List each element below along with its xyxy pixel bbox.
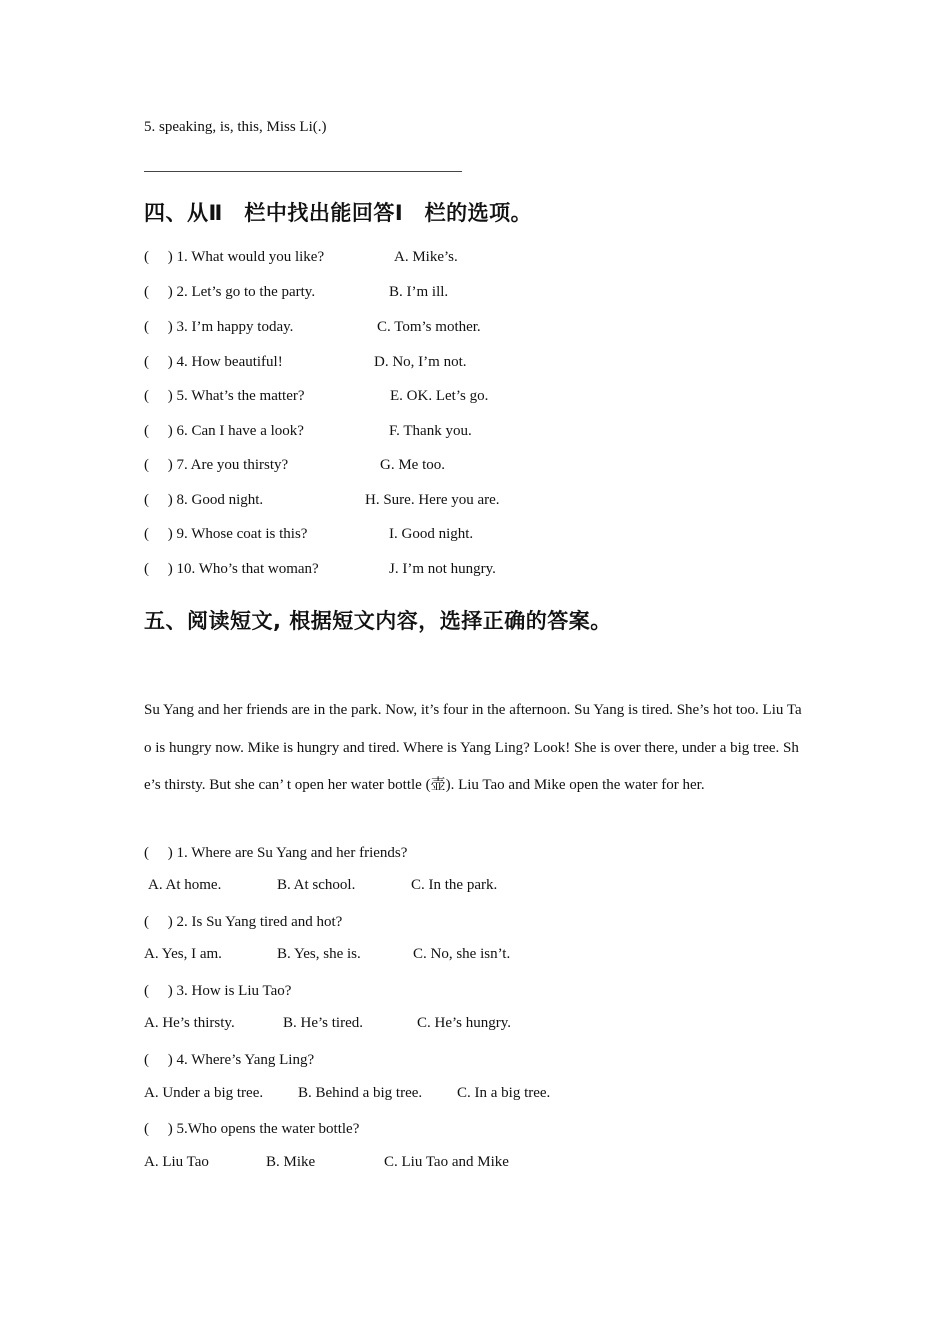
option-b: B. Behind a big tree.	[298, 1085, 423, 1101]
match-answer: H. Sure. Here you are.	[365, 492, 500, 508]
match-question: ( ) 4. How beautiful!	[144, 354, 283, 370]
match-question: ( ) 9. Whose coat is this?	[144, 526, 308, 542]
match-answer: C. Tom’s mother.	[377, 319, 481, 335]
reading-passage: Su Yang and her friends are in the park. Now, it’s four in the afternoon. Su Yang is tired. She’s hot too. Liu Tao is hungry now. Mike is hungry and tired. Where is Yang Ling? Look! She is over there, under a big tree. She’s thirsty. But she can’ t open her water bottle (壶). Liu Tao and Mike open the water for her.	[144, 702, 802, 793]
match-answer: E. OK. Let’s go.	[390, 388, 489, 404]
match-question: ( ) 10. Who’s that woman?	[144, 561, 319, 577]
match-question: ( ) 7. Are you thirsty?	[144, 457, 289, 473]
match-answer: I. Good night.	[389, 526, 474, 542]
option-b: B. At school.	[277, 877, 356, 893]
reading-question: ( ) 3. How is Liu Tao?	[144, 983, 292, 999]
option-a: A. Under a big tree.	[144, 1085, 264, 1101]
section-5-title: 五、阅读短文, 根据短文内容，选择正确的答案。	[144, 609, 612, 633]
match-answer: A. Mike’s.	[394, 249, 458, 265]
reading-question: ( ) 4. Where’s Yang Ling?	[144, 1052, 315, 1068]
match-question: ( ) 2. Let’s go to the party.	[144, 284, 316, 300]
option-c: C. Liu Tao and Mike	[384, 1154, 509, 1170]
match-answer: J. I’m not hungry.	[389, 561, 496, 577]
answer-line	[144, 171, 462, 172]
option-c: C. In the park.	[411, 877, 498, 893]
reading-question: ( ) 5.Who opens the water bottle?	[144, 1121, 360, 1137]
match-question: ( ) 5. What’s the matter?	[144, 388, 305, 404]
reading-question: ( ) 2. Is Su Yang tired and hot?	[144, 914, 343, 930]
match-answer: B. I’m ill.	[389, 284, 449, 300]
option-c: C. In a big tree.	[457, 1085, 551, 1101]
option-b: B. He’s tired.	[283, 1015, 363, 1031]
option-a: A. Yes, I am.	[144, 946, 222, 962]
option-b: B. Yes, she is.	[277, 946, 361, 962]
match-question: ( ) 8. Good night.	[144, 492, 264, 508]
option-a: A. At home.	[148, 877, 222, 893]
match-question: ( ) 3. I’m happy today.	[144, 319, 294, 335]
option-b: B. Mike	[266, 1154, 316, 1170]
option-c: C. He’s hungry.	[417, 1015, 512, 1031]
reorder-question-5: 5. speaking, is, this, Miss Li(.)	[144, 119, 327, 135]
match-answer: G. Me too.	[380, 457, 445, 473]
section-4-title: 四、从Ⅱ 栏中找出能回答Ⅰ 栏的选项。	[144, 201, 533, 225]
reading-question: ( ) 1. Where are Su Yang and her friends?	[144, 845, 408, 861]
option-c: C. No, she isn’t.	[413, 946, 511, 962]
option-a: A. He’s thirsty.	[144, 1015, 235, 1031]
match-question: ( ) 6. Can I have a look?	[144, 423, 304, 439]
match-answer: F. Thank you.	[389, 423, 472, 439]
match-question: ( ) 1. What would you like?	[144, 249, 325, 265]
match-answer: D. No, I’m not.	[374, 354, 467, 370]
option-a: A. Liu Tao	[144, 1154, 209, 1170]
